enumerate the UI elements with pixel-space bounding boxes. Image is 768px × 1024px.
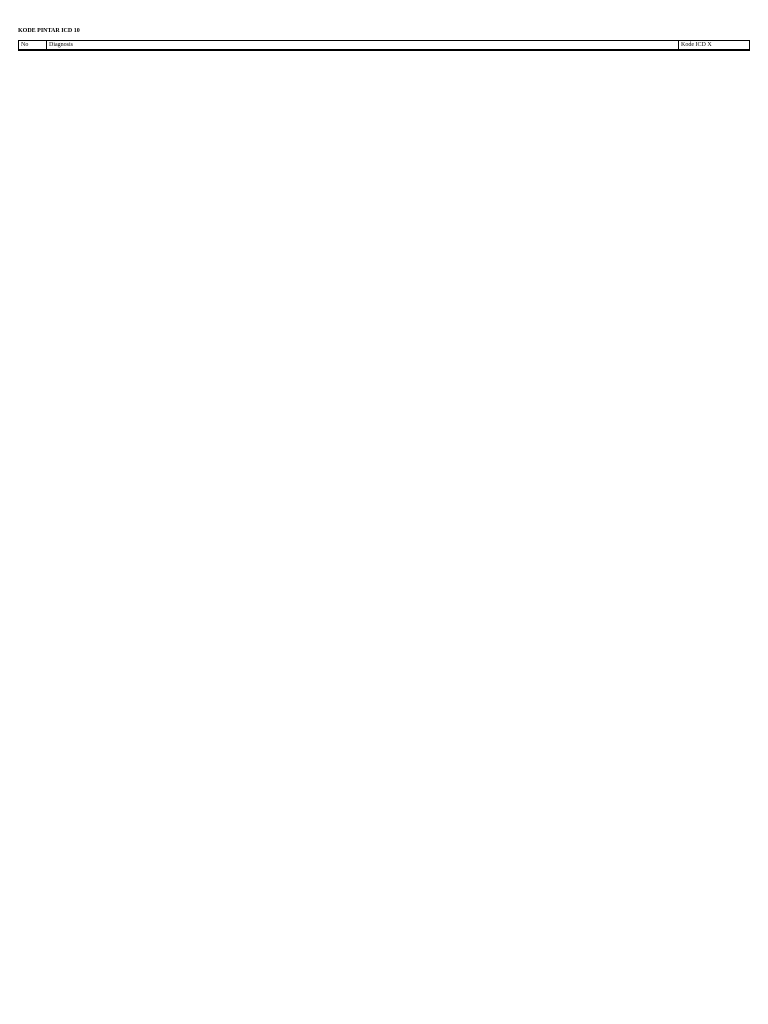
- table-header: [18, 40, 750, 50]
- table-body: [18, 50, 750, 51]
- document-title: KODE PINTAR ICD 10: [18, 28, 80, 34]
- column-header-diagnosis: Diagnosis: [47, 41, 679, 49]
- column-header-code: Kode ICD X: [681, 42, 712, 48]
- column-header-no: No: [19, 41, 47, 49]
